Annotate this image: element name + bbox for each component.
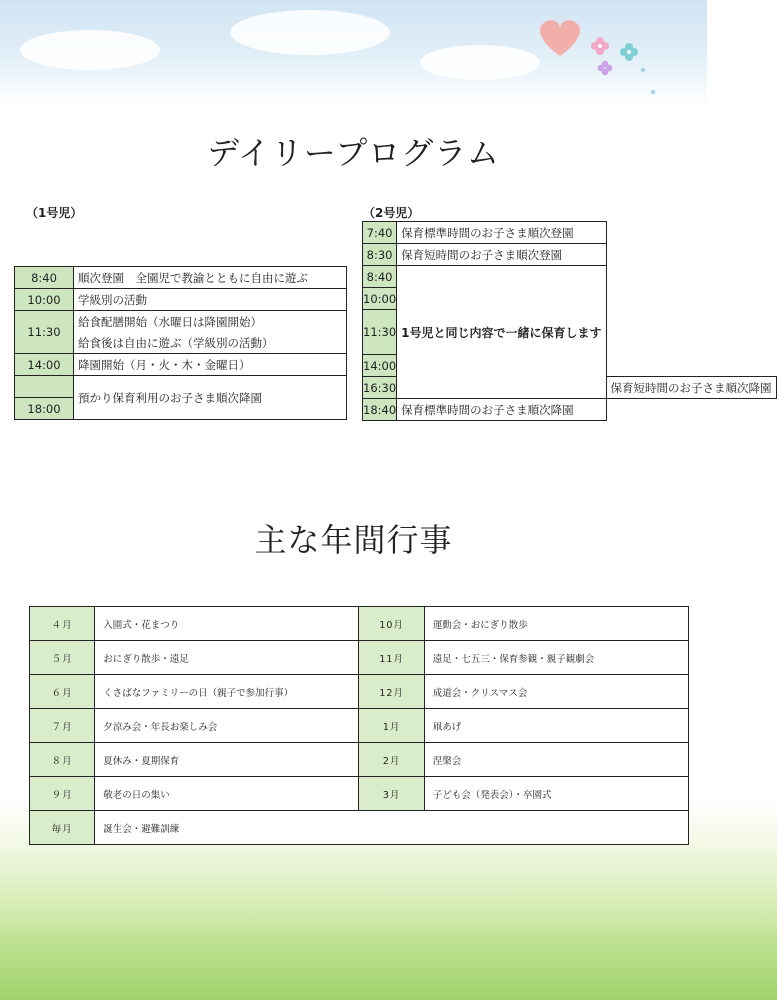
table-row	[30, 607, 689, 641]
table-row	[30, 777, 689, 811]
time-cell: 10:00	[15, 289, 74, 311]
time-cell: 14:00	[15, 354, 74, 376]
month-cell: 10月	[359, 607, 424, 641]
table-row	[363, 222, 777, 244]
group1-label: （1号児）	[26, 206, 83, 220]
heart-flowers-decoration	[525, 8, 655, 98]
month-cell: ６月	[30, 675, 95, 709]
daily-table-group2	[362, 221, 777, 421]
table-row	[15, 289, 347, 311]
event-cell: 涅槃会	[424, 743, 688, 777]
table-row	[15, 311, 347, 333]
activity-cell: 預かり保育利用のお子さま順次降園	[74, 376, 347, 420]
month-cell: ４月	[30, 607, 95, 641]
time-cell: 7:40	[363, 222, 397, 244]
daily-program-title: デイリープログラム	[207, 134, 500, 172]
same-as-group1-cell: 1号児と同じ内容で一緒に保育します	[397, 266, 606, 399]
month-cell: ７月	[30, 709, 95, 743]
month-cell: ９月	[30, 777, 95, 811]
dot-icon	[651, 90, 655, 94]
event-cell: 成道会・クリスマス会	[424, 675, 688, 709]
month-cell: 11月	[359, 641, 424, 675]
table-row	[363, 399, 777, 421]
activity-cell: 保育短時間のお子さま順次登園	[397, 244, 606, 266]
event-cell: おにぎり散歩・遠足	[95, 641, 359, 675]
month-cell: ５月	[30, 641, 95, 675]
activity-cell: 学級別の活動	[74, 289, 347, 311]
table-row	[15, 354, 347, 376]
month-cell: 1月	[359, 709, 424, 743]
group2-label: （2号児）	[363, 206, 420, 220]
month-cell: 3月	[359, 777, 424, 811]
time-cell: 10:00	[363, 288, 397, 310]
table-row	[15, 376, 347, 398]
month-cell: 2月	[359, 743, 424, 777]
flower-icon	[620, 43, 638, 61]
table-row	[30, 641, 689, 675]
cloud	[230, 10, 390, 55]
time-cell	[15, 376, 74, 398]
activity-cell: 降園開始（月・火・木・金曜日）	[74, 354, 347, 376]
flower-icon	[598, 61, 613, 76]
cloud	[20, 30, 160, 70]
activity-cell: 保育標準時間のお子さま順次登園	[397, 222, 606, 244]
event-cell: 敬老の日の集い	[95, 777, 359, 811]
time-cell: 14:00	[363, 355, 397, 377]
table-row	[30, 709, 689, 743]
table-row	[30, 811, 689, 845]
table-row	[30, 675, 689, 709]
daily-table-group1	[14, 266, 347, 420]
table-row	[15, 267, 347, 289]
dot-icon	[641, 68, 645, 72]
time-cell: 8:30	[363, 244, 397, 266]
flower-icon	[591, 37, 609, 55]
activity-cell: 保育短時間のお子さま順次降園	[606, 377, 776, 399]
annual-events-title: 主な年間行事	[254, 521, 453, 559]
activity-cell: 給食後は自由に遊ぶ（学級別の活動）	[74, 332, 347, 354]
time-cell: 16:30	[363, 377, 397, 399]
table-row	[363, 244, 777, 266]
activity-cell: 保育標準時間のお子さま順次降園	[397, 399, 606, 421]
event-cell: くさばなファミリーの日（親子で参加行事）	[95, 675, 359, 709]
time-cell: 11:30	[363, 310, 397, 355]
time-cell: 11:30	[15, 311, 74, 354]
time-cell: 8:40	[15, 267, 74, 289]
month-cell: 12月	[359, 675, 424, 709]
time-cell: 18:40	[363, 399, 397, 421]
activity-cell: 給食配膳開始（水曜日は降園開始）	[74, 311, 347, 333]
event-cell: 凧あげ	[424, 709, 688, 743]
event-cell: 子ども会（発表会）・卒園式	[424, 777, 688, 811]
heart-icon	[540, 20, 580, 56]
event-cell: 夏休み・夏期保育	[95, 743, 359, 777]
month-cell: 毎月	[30, 811, 95, 845]
table-row	[30, 743, 689, 777]
cloud	[420, 45, 540, 80]
event-cell: 入園式・花まつり	[95, 607, 359, 641]
month-cell: ８月	[30, 743, 95, 777]
activity-cell: 順次登園 全園児で教諭とともに自由に遊ぶ	[74, 267, 347, 289]
time-cell: 18:00	[15, 398, 74, 420]
event-cell: 夕涼み会・年長お楽しみ会	[95, 709, 359, 743]
table-row	[363, 266, 777, 288]
event-cell: 誕生会・避難訓練	[95, 811, 689, 845]
annual-events-table	[29, 606, 689, 845]
event-cell: 遠足・七五三・保育参観・親子観劇会	[424, 641, 688, 675]
event-cell: 運動会・おにぎり散歩	[424, 607, 688, 641]
time-cell: 8:40	[363, 266, 397, 288]
